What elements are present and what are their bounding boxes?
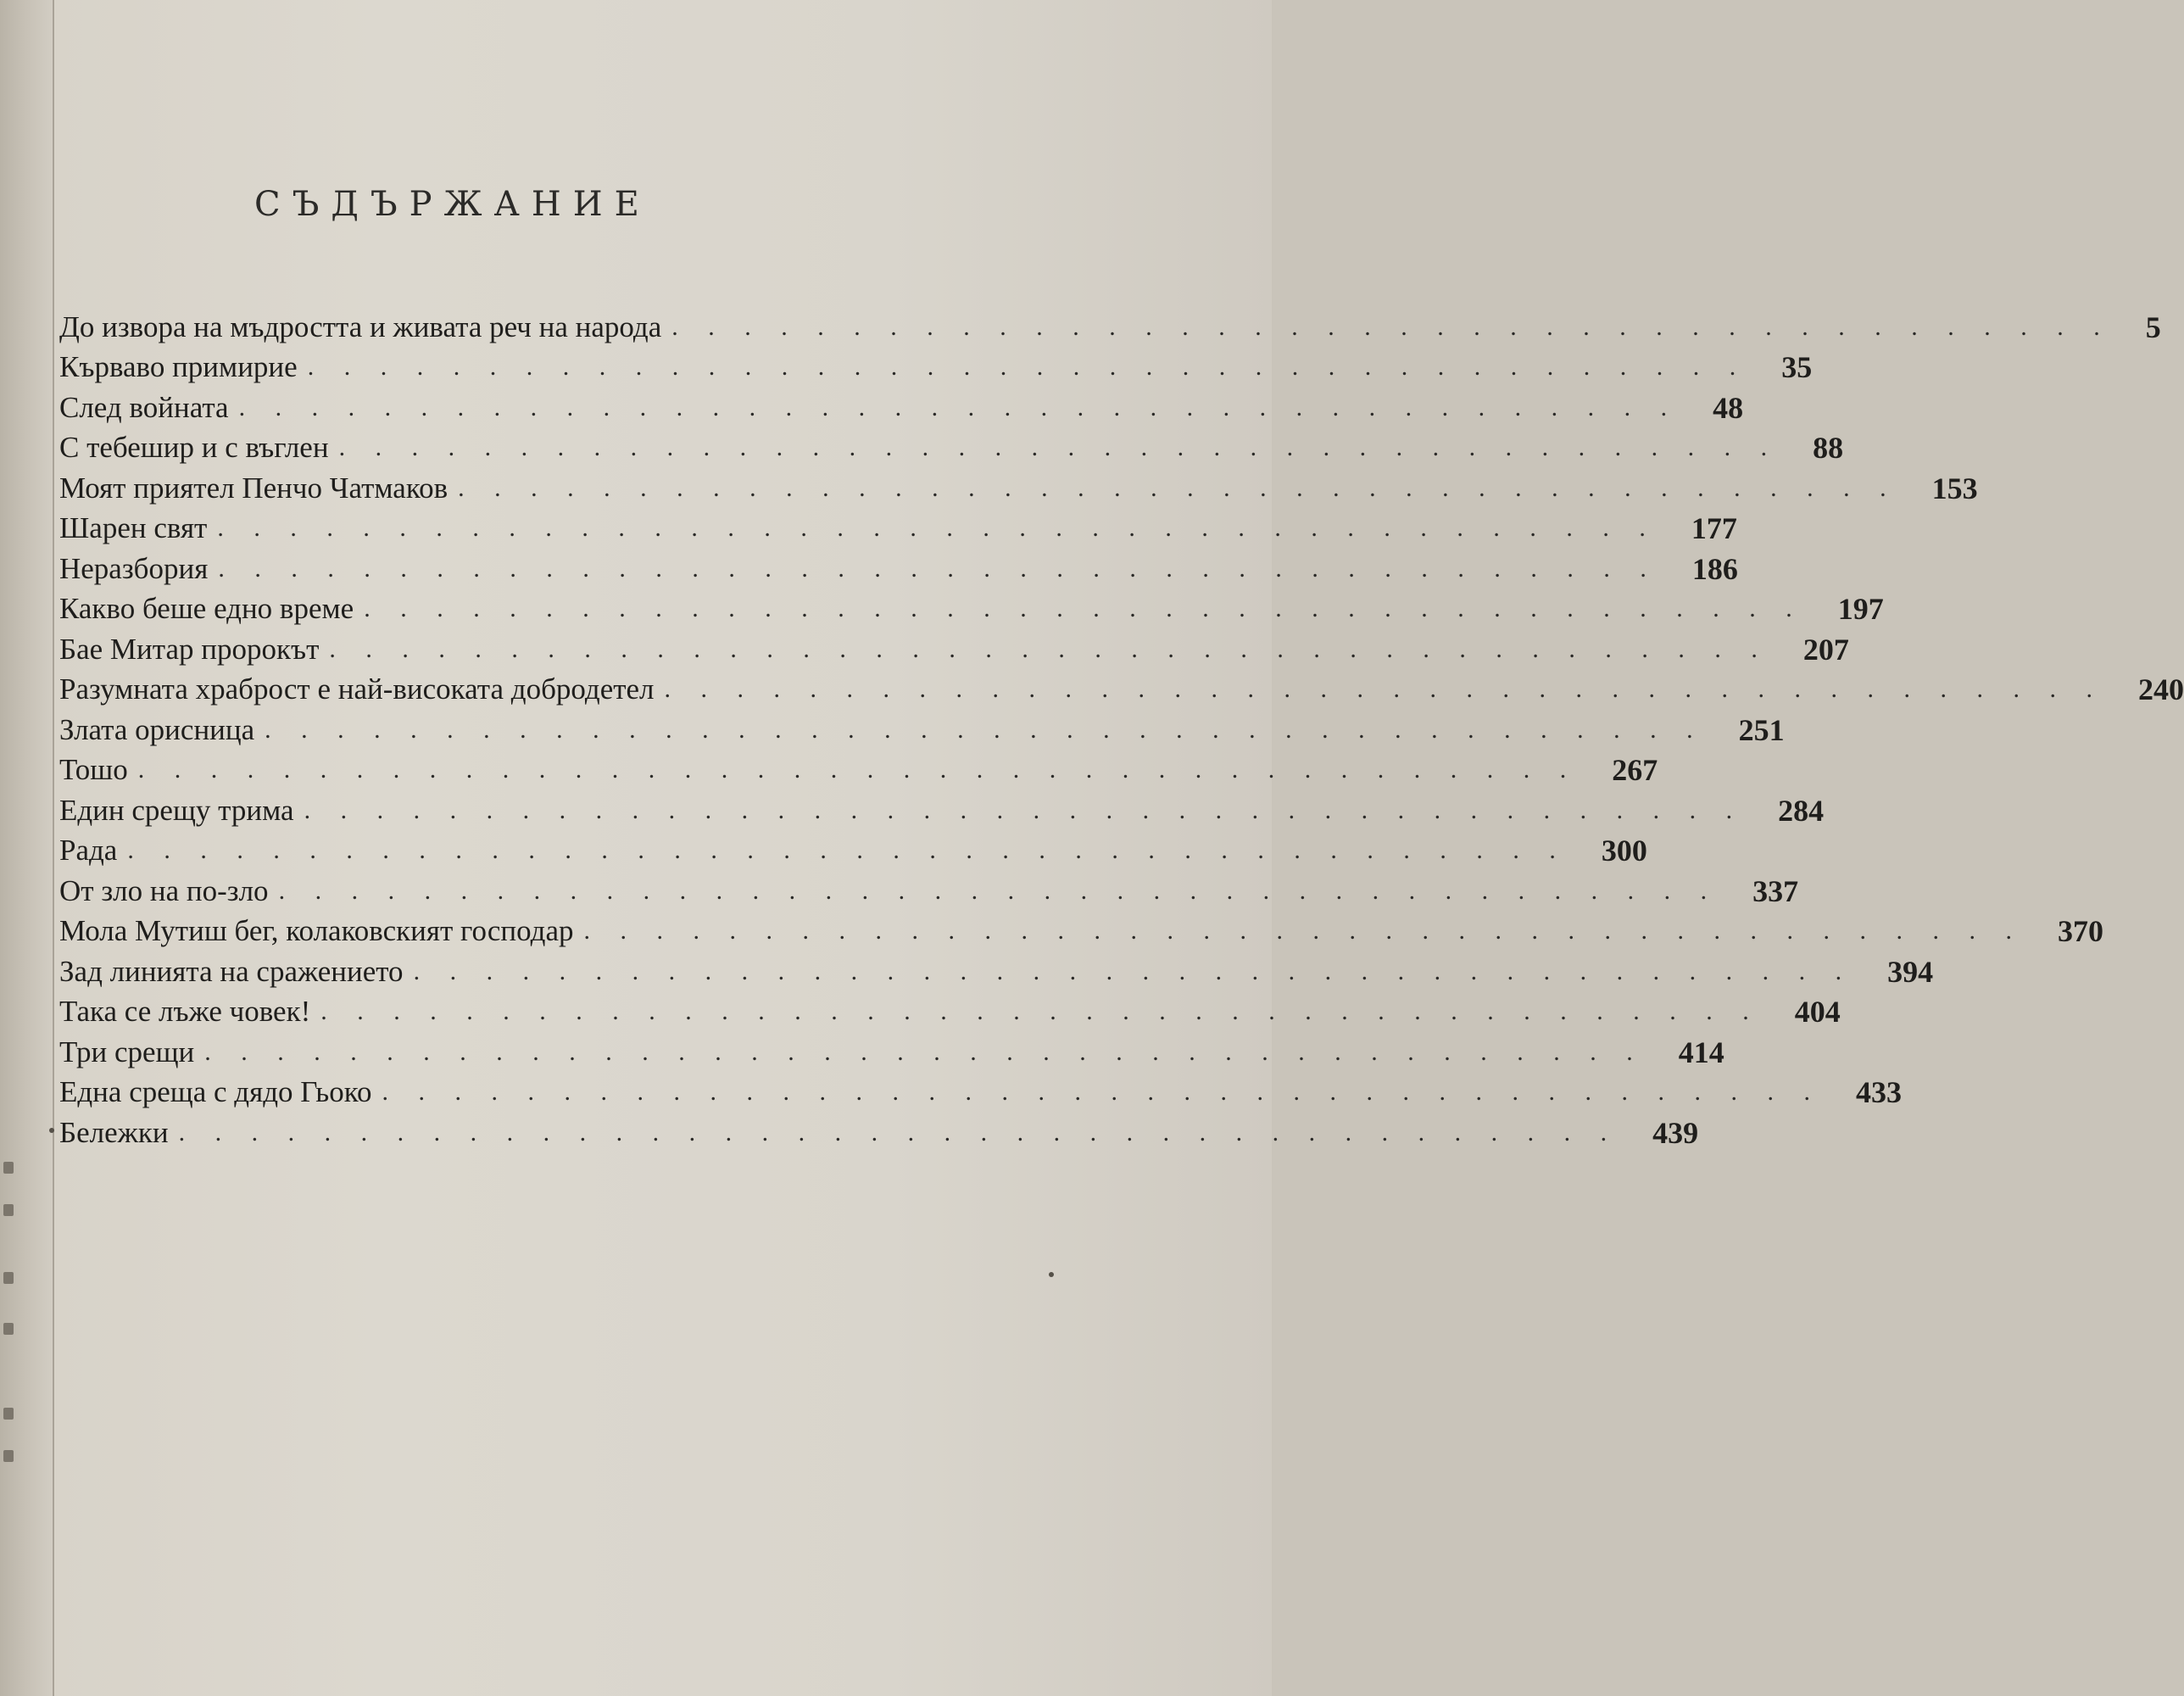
toc-entry-page: 88 bbox=[1813, 431, 1844, 466]
toc-entry-page: 251 bbox=[1738, 712, 1785, 747]
toc-entry bbox=[59, 710, 1785, 750]
toc-entry bbox=[59, 1073, 1902, 1113]
toc-entry bbox=[59, 468, 1978, 509]
toc-entry-title: Тошо bbox=[59, 753, 128, 787]
dot-leader: . . . . . . . . . . . . . . . . . . . . . . . . . . . . . . . . . . . . . . . . bbox=[329, 634, 1769, 663]
dot-leader: . . . . . . . . . . . . . . . . . . . . . . . . . . . . . . . . . . . . . . . . bbox=[583, 917, 2024, 946]
dot-leader: . . . . . . . . . . . . . . . . . . . . . . . . . . . . . . . . . . . . . . . . bbox=[218, 554, 1658, 583]
toc-entry bbox=[59, 428, 1844, 469]
ink-fragment bbox=[3, 1450, 14, 1462]
previous-page-edge bbox=[0, 0, 54, 1696]
toc-entry-title: Бележки bbox=[59, 1115, 169, 1149]
dot-leader: . . . . . . . . . . . . . . . . . . . . . . . . . . . . . . . . . . . . . . . . bbox=[338, 433, 1780, 462]
dot-leader: . . . . . . . . . . . . . . . . . . . . . . . . . . . . . . . . . . . . . . . . bbox=[664, 675, 2105, 704]
dot-leader: . . . . . . . . . . . . . . . . . . . . . . . . . . . . . . . . . . . . . . . . bbox=[413, 957, 1854, 985]
toc-entry bbox=[59, 831, 1647, 872]
toc-entry-page: 433 bbox=[1855, 1075, 1902, 1110]
toc-entry-title: След войната bbox=[59, 390, 229, 424]
dot-leader: . . . . . . . . . . . . . . . . . . . . . . . . . . . . . . . . . . . . . . . . bbox=[238, 393, 1680, 421]
dot-leader: . . . . . . . . . . . . . . . . . . . . . . . . . . . . . . . . . . . . . . . . bbox=[304, 795, 1745, 824]
ink-fragment bbox=[3, 1408, 14, 1420]
toc-entry-title: Какво беше едно време bbox=[59, 592, 354, 626]
toc-entry-page: 414 bbox=[1678, 1035, 1724, 1069]
toc-entry-title: Бае Митар пророкът bbox=[59, 632, 320, 666]
toc-entry bbox=[59, 1113, 1699, 1153]
paper-speck bbox=[49, 1128, 54, 1133]
toc-entry-page: 300 bbox=[1601, 834, 1647, 868]
toc-entry bbox=[59, 549, 1738, 589]
toc-entry-title: Една среща с дядо Гьоко bbox=[59, 1075, 372, 1109]
toc-entry-page: 186 bbox=[1691, 551, 1738, 586]
toc-entry-page: 153 bbox=[1931, 471, 1978, 505]
toc-entry-title: Мола Мутиш бег, колаковският господар bbox=[59, 914, 574, 948]
dot-leader: . . . . . . . . . . . . . . . . . . . . . . . . . . . . . . . . . . . . . . . . bbox=[217, 514, 1658, 543]
toc-entry-title: До извора на мъдростта и живата реч на народа bbox=[59, 310, 662, 343]
dot-leader: . . . . . . . . . . . . . . . . . . . . . . . . . . . . . . . . . . . . . . . . bbox=[320, 997, 1761, 1026]
dot-leader: . . . . . . . . . . . . . . . . . . . . . . . . . . . . . . . . . . . . . . . . bbox=[671, 312, 2112, 341]
toc-entry-title: Шарен свят bbox=[59, 511, 208, 545]
toc-entry-title: Три срещи bbox=[59, 1035, 195, 1068]
toc-entry-title: Кърваво примирие bbox=[59, 350, 298, 384]
toc-entry-page: 284 bbox=[1778, 793, 1825, 828]
toc-entry bbox=[59, 388, 1744, 428]
toc-entry bbox=[59, 790, 1825, 831]
toc-entry-title: Зад линията на сражението bbox=[59, 954, 404, 988]
dot-leader: . . . . . . . . . . . . . . . . . . . . . . . . . . . . . . . . . . . . . . . . bbox=[265, 715, 1705, 744]
dot-leader: . . . . . . . . . . . . . . . . . . . . . . . . . . . . . . . . . . . . . . . . bbox=[137, 756, 1579, 784]
toc-entry-title: От зло на по-зло bbox=[59, 873, 269, 907]
dot-leader: . . . . . . . . . . . . . . . . . . . . . . . . . . . . . . . . . . . . . . . . bbox=[278, 876, 1719, 905]
toc-entry-page: 197 bbox=[1837, 592, 1884, 627]
dot-leader: . . . . . . . . . . . . . . . . . . . . . . . . . . . . . . . . . . . . . . . . bbox=[458, 473, 1898, 502]
toc-entry-page: 394 bbox=[1887, 954, 1934, 989]
dot-leader: . . . . . . . . . . . . . . . . . . . . . . . . . . . . . . . . . . . . . . . . bbox=[382, 1078, 1822, 1107]
toc-entry-page: 207 bbox=[1802, 632, 1849, 667]
toc-entry-page: 370 bbox=[2057, 914, 2103, 949]
toc-entry-title: Разумната храброст е най-високата добродетел bbox=[59, 672, 655, 706]
page-title: СЪДЪРЖАНИЕ bbox=[254, 185, 651, 224]
toc-entry-title: Моят приятел Пенчо Чатмаков bbox=[59, 471, 448, 505]
toc-entry-page: 267 bbox=[1612, 753, 1658, 788]
toc-entry bbox=[59, 992, 1841, 1033]
toc-entry bbox=[59, 750, 1658, 791]
toc-entry-title: Неразбория bbox=[59, 551, 209, 585]
dot-leader: . . . . . . . . . . . . . . . . . . . . . . . . . . . . . . . . . . . . . . . . bbox=[204, 1037, 1645, 1066]
toc-entry-title: Така се лъже човек! bbox=[59, 995, 311, 1029]
paper-speck bbox=[1049, 1272, 1054, 1277]
toc-entry-page: 439 bbox=[1652, 1115, 1699, 1150]
toc-entry-title: С тебешир и с въглен bbox=[59, 431, 329, 465]
dot-leader: . . . . . . . . . . . . . . . . . . . . . . . . . . . . . . . . . . . . . . . . bbox=[364, 594, 1804, 623]
dot-leader: . . . . . . . . . . . . . . . . . . . . . . . . . . . . . . . . . . . . . . . . bbox=[307, 353, 1748, 382]
table-of-contents bbox=[59, 307, 2184, 1153]
toc-entry bbox=[59, 307, 2161, 348]
toc-entry-page: 240 bbox=[2138, 672, 2184, 707]
toc-entry bbox=[59, 629, 1849, 670]
toc-entry-page: 48 bbox=[1713, 390, 1744, 425]
toc-entry-page: 404 bbox=[1794, 995, 1841, 1029]
toc-entry bbox=[59, 1032, 1724, 1073]
ink-fragment bbox=[3, 1162, 14, 1174]
toc-entry bbox=[59, 348, 1813, 388]
toc-entry-page: 337 bbox=[1752, 873, 1799, 908]
toc-entry-page: 35 bbox=[1781, 350, 1813, 385]
toc-entry bbox=[59, 871, 1799, 912]
toc-entry-title: Рада bbox=[59, 834, 118, 868]
toc-entry bbox=[59, 912, 2103, 952]
toc-entry-page: 5 bbox=[2145, 310, 2161, 344]
ink-fragment bbox=[3, 1272, 14, 1284]
dot-leader: . . . . . . . . . . . . . . . . . . . . . . . . . . . . . . . . . . . . . . . . bbox=[127, 836, 1568, 865]
toc-entry bbox=[59, 670, 2184, 711]
toc-entry-title: Злата орисница bbox=[59, 712, 255, 746]
toc-entry bbox=[59, 951, 1934, 992]
dot-leader: . . . . . . . . . . . . . . . . . . . . . . . . . . . . . . . . . . . . . . . . bbox=[178, 1118, 1619, 1146]
toc-entry bbox=[59, 509, 1737, 550]
toc-entry-title: Един срещу трима bbox=[59, 793, 294, 827]
toc-entry bbox=[59, 589, 1884, 630]
ink-fragment bbox=[3, 1204, 14, 1216]
ink-fragment bbox=[3, 1323, 14, 1335]
toc-entry-page: 177 bbox=[1691, 511, 1737, 546]
